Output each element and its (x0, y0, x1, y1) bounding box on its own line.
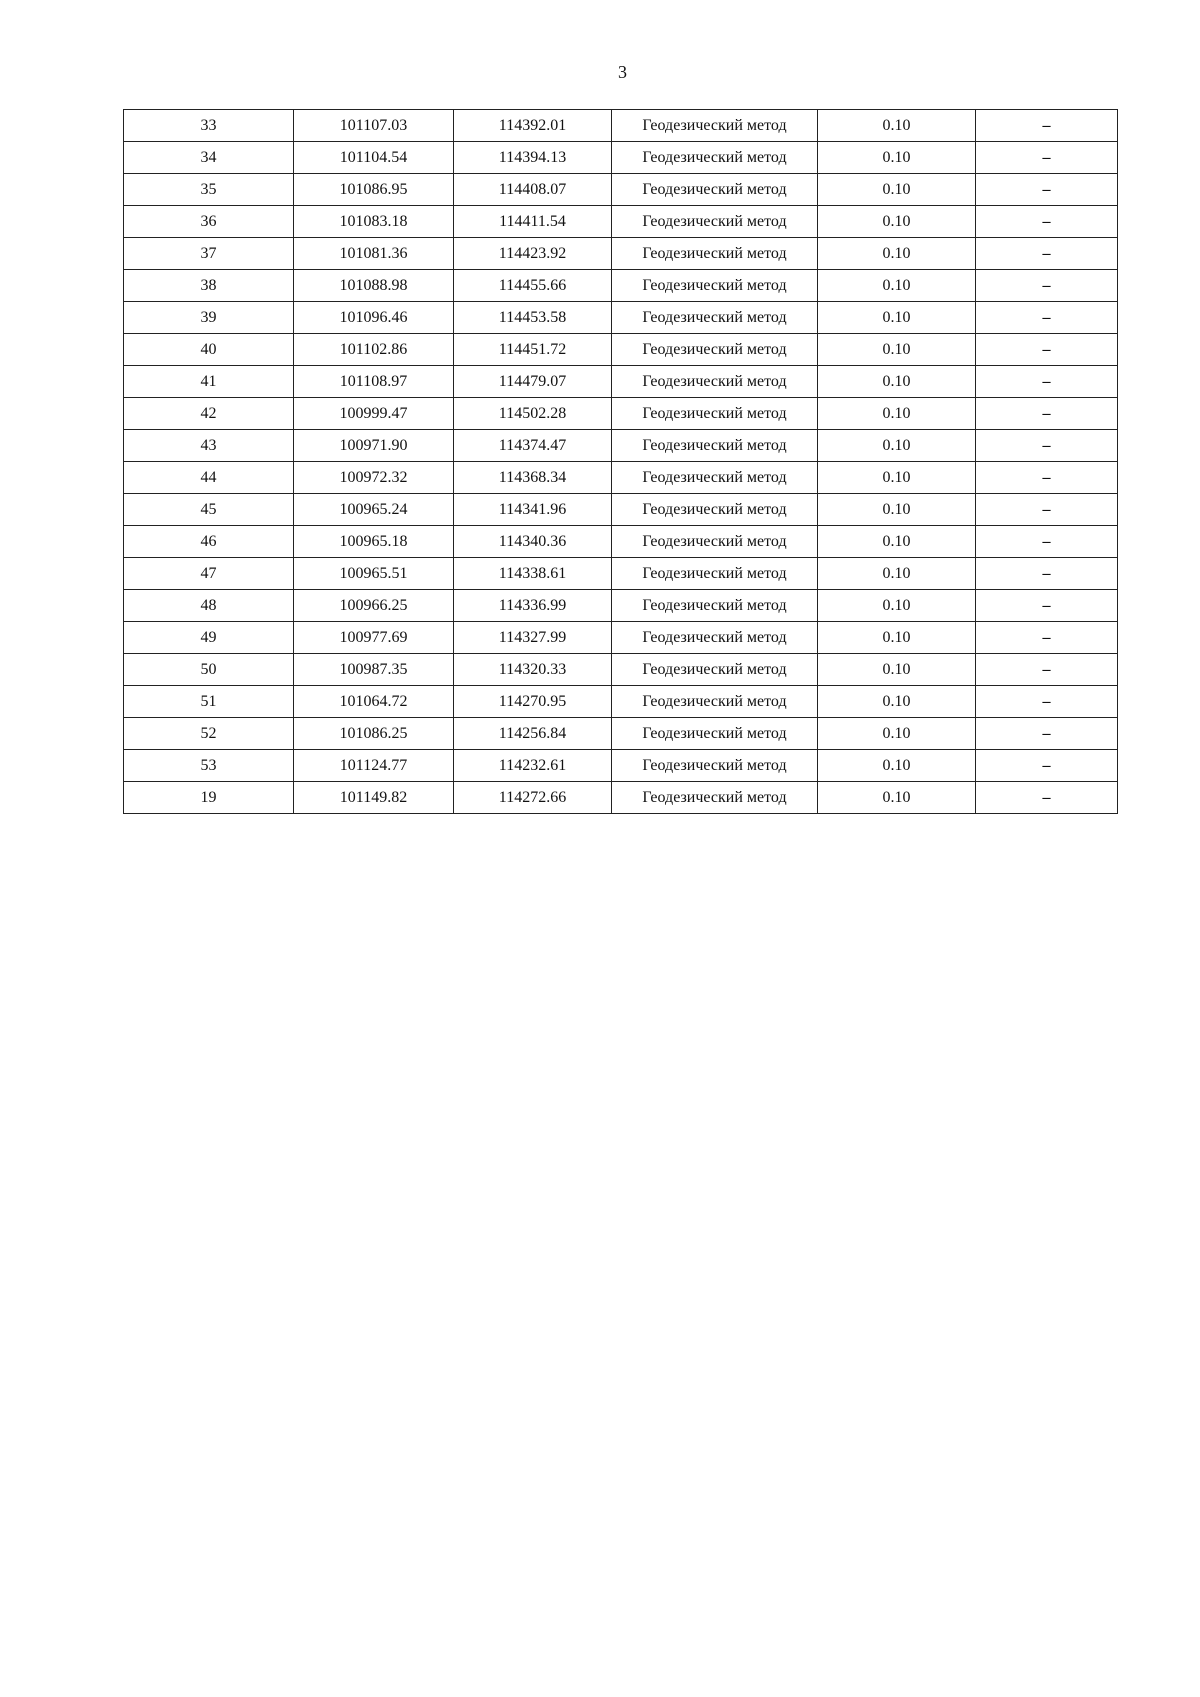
note-cell: – (976, 686, 1118, 718)
y-coordinate-cell: 114272.66 (454, 782, 612, 814)
table-row (124, 366, 1118, 398)
note-cell: – (976, 110, 1118, 142)
point-number-cell: 47 (124, 558, 294, 590)
y-coordinate-cell: 114502.28 (454, 398, 612, 430)
y-coordinate-cell: 114320.33 (454, 654, 612, 686)
method-cell: Геодезический метод (612, 558, 818, 590)
table-row (124, 590, 1118, 622)
x-coordinate-cell: 101107.03 (294, 110, 454, 142)
note-cell: – (976, 782, 1118, 814)
page-number: 3 (618, 62, 627, 82)
x-coordinate-cell: 100987.35 (294, 654, 454, 686)
method-cell: Геодезический метод (612, 174, 818, 206)
y-coordinate-cell: 114374.47 (454, 430, 612, 462)
accuracy-cell: 0.10 (818, 494, 976, 526)
point-number-cell: 44 (124, 462, 294, 494)
table-row (124, 782, 1118, 814)
x-coordinate-cell: 100965.18 (294, 526, 454, 558)
accuracy-cell: 0.10 (818, 366, 976, 398)
note-cell: – (976, 206, 1118, 238)
method-cell: Геодезический метод (612, 654, 818, 686)
table-row (124, 718, 1118, 750)
y-coordinate-cell: 114392.01 (454, 110, 612, 142)
method-cell: Геодезический метод (612, 622, 818, 654)
method-cell: Геодезический метод (612, 398, 818, 430)
note-cell: – (976, 174, 1118, 206)
table-row (124, 110, 1118, 142)
note-cell: – (976, 430, 1118, 462)
y-coordinate-cell: 114341.96 (454, 494, 612, 526)
point-number-cell: 43 (124, 430, 294, 462)
point-number-cell: 38 (124, 270, 294, 302)
x-coordinate-cell: 101081.36 (294, 238, 454, 270)
x-coordinate-cell: 101149.82 (294, 782, 454, 814)
table-row (124, 622, 1118, 654)
table-row (124, 750, 1118, 782)
point-number-cell: 48 (124, 590, 294, 622)
method-cell: Геодезический метод (612, 142, 818, 174)
x-coordinate-cell: 101104.54 (294, 142, 454, 174)
note-cell: – (976, 270, 1118, 302)
point-number-cell: 52 (124, 718, 294, 750)
method-cell: Геодезический метод (612, 782, 818, 814)
y-coordinate-cell: 114270.95 (454, 686, 612, 718)
accuracy-cell: 0.10 (818, 622, 976, 654)
table-row (124, 270, 1118, 302)
point-number-cell: 53 (124, 750, 294, 782)
coordinates-table (123, 109, 1118, 814)
point-number-cell: 46 (124, 526, 294, 558)
method-cell: Геодезический метод (612, 750, 818, 782)
y-coordinate-cell: 114338.61 (454, 558, 612, 590)
accuracy-cell: 0.10 (818, 558, 976, 590)
table-row (124, 558, 1118, 590)
method-cell: Геодезический метод (612, 238, 818, 270)
point-number-cell: 19 (124, 782, 294, 814)
accuracy-cell: 0.10 (818, 302, 976, 334)
accuracy-cell: 0.10 (818, 142, 976, 174)
x-coordinate-cell: 100966.25 (294, 590, 454, 622)
x-coordinate-cell: 101064.72 (294, 686, 454, 718)
note-cell: – (976, 238, 1118, 270)
point-number-cell: 45 (124, 494, 294, 526)
method-cell: Геодезический метод (612, 334, 818, 366)
x-coordinate-cell: 100977.69 (294, 622, 454, 654)
y-coordinate-cell: 114453.58 (454, 302, 612, 334)
method-cell: Геодезический метод (612, 270, 818, 302)
x-coordinate-cell: 101124.77 (294, 750, 454, 782)
y-coordinate-cell: 114340.36 (454, 526, 612, 558)
accuracy-cell: 0.10 (818, 270, 976, 302)
note-cell: – (976, 462, 1118, 494)
point-number-cell: 40 (124, 334, 294, 366)
note-cell: – (976, 366, 1118, 398)
method-cell: Геодезический метод (612, 494, 818, 526)
method-cell: Геодезический метод (612, 462, 818, 494)
method-cell: Геодезический метод (612, 430, 818, 462)
accuracy-cell: 0.10 (818, 398, 976, 430)
point-number-cell: 33 (124, 110, 294, 142)
point-number-cell: 49 (124, 622, 294, 654)
table-row (124, 494, 1118, 526)
table-row (124, 686, 1118, 718)
table-row (124, 462, 1118, 494)
table-row (124, 398, 1118, 430)
accuracy-cell: 0.10 (818, 174, 976, 206)
note-cell: – (976, 302, 1118, 334)
x-coordinate-cell: 100972.32 (294, 462, 454, 494)
y-coordinate-cell: 114232.61 (454, 750, 612, 782)
accuracy-cell: 0.10 (818, 590, 976, 622)
y-coordinate-cell: 114256.84 (454, 718, 612, 750)
point-number-cell: 35 (124, 174, 294, 206)
x-coordinate-cell: 101086.25 (294, 718, 454, 750)
accuracy-cell: 0.10 (818, 750, 976, 782)
table-row (124, 654, 1118, 686)
point-number-cell: 37 (124, 238, 294, 270)
method-cell: Геодезический метод (612, 590, 818, 622)
method-cell: Геодезический метод (612, 302, 818, 334)
method-cell: Геодезический метод (612, 526, 818, 558)
accuracy-cell: 0.10 (818, 686, 976, 718)
x-coordinate-cell: 101096.46 (294, 302, 454, 334)
method-cell: Геодезический метод (612, 718, 818, 750)
note-cell: – (976, 622, 1118, 654)
note-cell: – (976, 718, 1118, 750)
note-cell: – (976, 590, 1118, 622)
accuracy-cell: 0.10 (818, 110, 976, 142)
point-number-cell: 34 (124, 142, 294, 174)
note-cell: – (976, 558, 1118, 590)
table-row (124, 430, 1118, 462)
y-coordinate-cell: 114408.07 (454, 174, 612, 206)
note-cell: – (976, 398, 1118, 430)
table-row (124, 174, 1118, 206)
point-number-cell: 42 (124, 398, 294, 430)
point-number-cell: 41 (124, 366, 294, 398)
note-cell: – (976, 334, 1118, 366)
accuracy-cell: 0.10 (818, 430, 976, 462)
x-coordinate-cell: 101102.86 (294, 334, 454, 366)
table-row (124, 142, 1118, 174)
y-coordinate-cell: 114451.72 (454, 334, 612, 366)
accuracy-cell: 0.10 (818, 654, 976, 686)
note-cell: – (976, 750, 1118, 782)
x-coordinate-cell: 100965.51 (294, 558, 454, 590)
y-coordinate-cell: 114423.92 (454, 238, 612, 270)
note-cell: – (976, 526, 1118, 558)
table-body (124, 110, 1118, 814)
method-cell: Геодезический метод (612, 366, 818, 398)
method-cell: Геодезический метод (612, 686, 818, 718)
x-coordinate-cell: 101088.98 (294, 270, 454, 302)
y-coordinate-cell: 114336.99 (454, 590, 612, 622)
table-row (124, 206, 1118, 238)
x-coordinate-cell: 101083.18 (294, 206, 454, 238)
note-cell: – (976, 654, 1118, 686)
x-coordinate-cell: 100965.24 (294, 494, 454, 526)
method-cell: Геодезический метод (612, 110, 818, 142)
accuracy-cell: 0.10 (818, 526, 976, 558)
method-cell: Геодезический метод (612, 206, 818, 238)
x-coordinate-cell: 100971.90 (294, 430, 454, 462)
note-cell: – (976, 494, 1118, 526)
accuracy-cell: 0.10 (818, 462, 976, 494)
x-coordinate-cell: 101108.97 (294, 366, 454, 398)
accuracy-cell: 0.10 (818, 334, 976, 366)
y-coordinate-cell: 114455.66 (454, 270, 612, 302)
accuracy-cell: 0.10 (818, 782, 976, 814)
table-row (124, 238, 1118, 270)
accuracy-cell: 0.10 (818, 238, 976, 270)
y-coordinate-cell: 114327.99 (454, 622, 612, 654)
y-coordinate-cell: 114368.34 (454, 462, 612, 494)
point-number-cell: 50 (124, 654, 294, 686)
note-cell: – (976, 142, 1118, 174)
point-number-cell: 36 (124, 206, 294, 238)
point-number-cell: 39 (124, 302, 294, 334)
point-number-cell: 51 (124, 686, 294, 718)
y-coordinate-cell: 114394.13 (454, 142, 612, 174)
table-row (124, 334, 1118, 366)
x-coordinate-cell: 100999.47 (294, 398, 454, 430)
table-row (124, 302, 1118, 334)
x-coordinate-cell: 101086.95 (294, 174, 454, 206)
table-row (124, 526, 1118, 558)
y-coordinate-cell: 114411.54 (454, 206, 612, 238)
accuracy-cell: 0.10 (818, 206, 976, 238)
y-coordinate-cell: 114479.07 (454, 366, 612, 398)
accuracy-cell: 0.10 (818, 718, 976, 750)
